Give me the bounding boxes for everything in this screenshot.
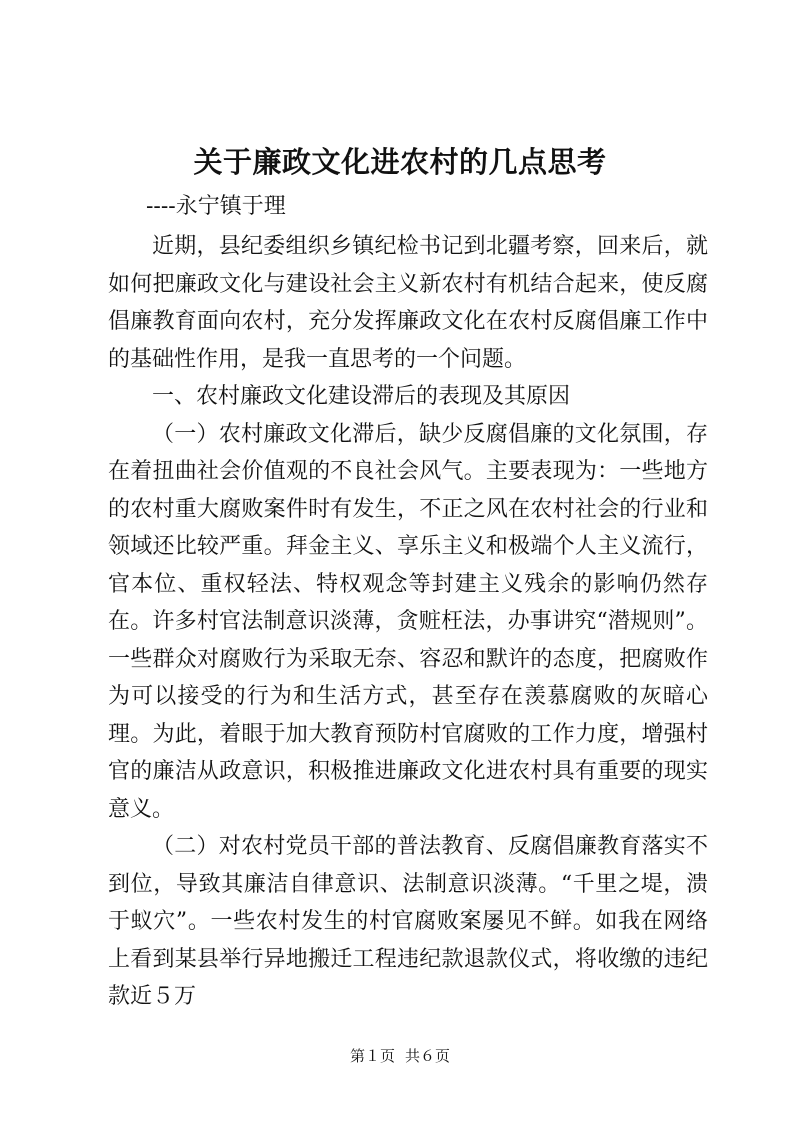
page-title: 关于廉政文化进农村的几点思考	[193, 145, 607, 179]
section-heading-1: 一、农村廉政文化建设滞后的表现及其原因	[152, 384, 571, 409]
page-total: 共６页	[405, 1047, 451, 1065]
author-byline: ----永宁镇于理	[146, 194, 286, 219]
page-footer	[0, 1045, 800, 1067]
paragraph-point-2: （二）对农村党员干部的普法教育、反腐倡廉教育落实不到位，导致其廉洁自律意识、法制意识淡薄。“千里之堤，溃于蚁穴”。一些农村发生的村官腐败案屡见不鲜。如我在网络上看到某县举行异地搬迁工程违纪款退款仪式，将收缴的违纪款近５万	[108, 834, 708, 1009]
page-number: 第１页	[349, 1047, 395, 1065]
paragraph-intro: 近期，县纪委组织乡镇纪检书记到北疆考察，回来后，就如何把廉政文化与建设社会主义新农村有机结合起来，使反腐倡廉教育面向农村，充分发挥廉政文化在农村反腐倡廉工作中的基础性作用，是我一直思考的一个问题。	[108, 234, 708, 372]
document-body	[108, 228, 708, 1016]
paragraph-point-1: （一）农村廉政文化滞后，缺少反腐倡廉的文化氛围，存在着扭曲社会价值观的不良社会风气。主要表现为：一些地方的农村重大腐败案件时有发生，不正之风在农村社会的行业和领域还比较严重。拜金主义、享乐主义和极端个人主义流行，官本位、重权轻法、特权观念等封建主义残余的影响仍然存在。许多村官法制意识淡薄，贪赃枉法，办事讲究“潜规则”。一些群众对腐败行为采取无奈、容忍和默许的态度，把腐败作为可以接受的行为和生活方式，甚至存在羡慕腐败的灰暗心理。为此，着眼于加大教育预防村官腐败的工作力度，增强村官的廉洁从政意识，积极推进廉政文化进农村具有重要的现实意义。	[108, 421, 708, 822]
